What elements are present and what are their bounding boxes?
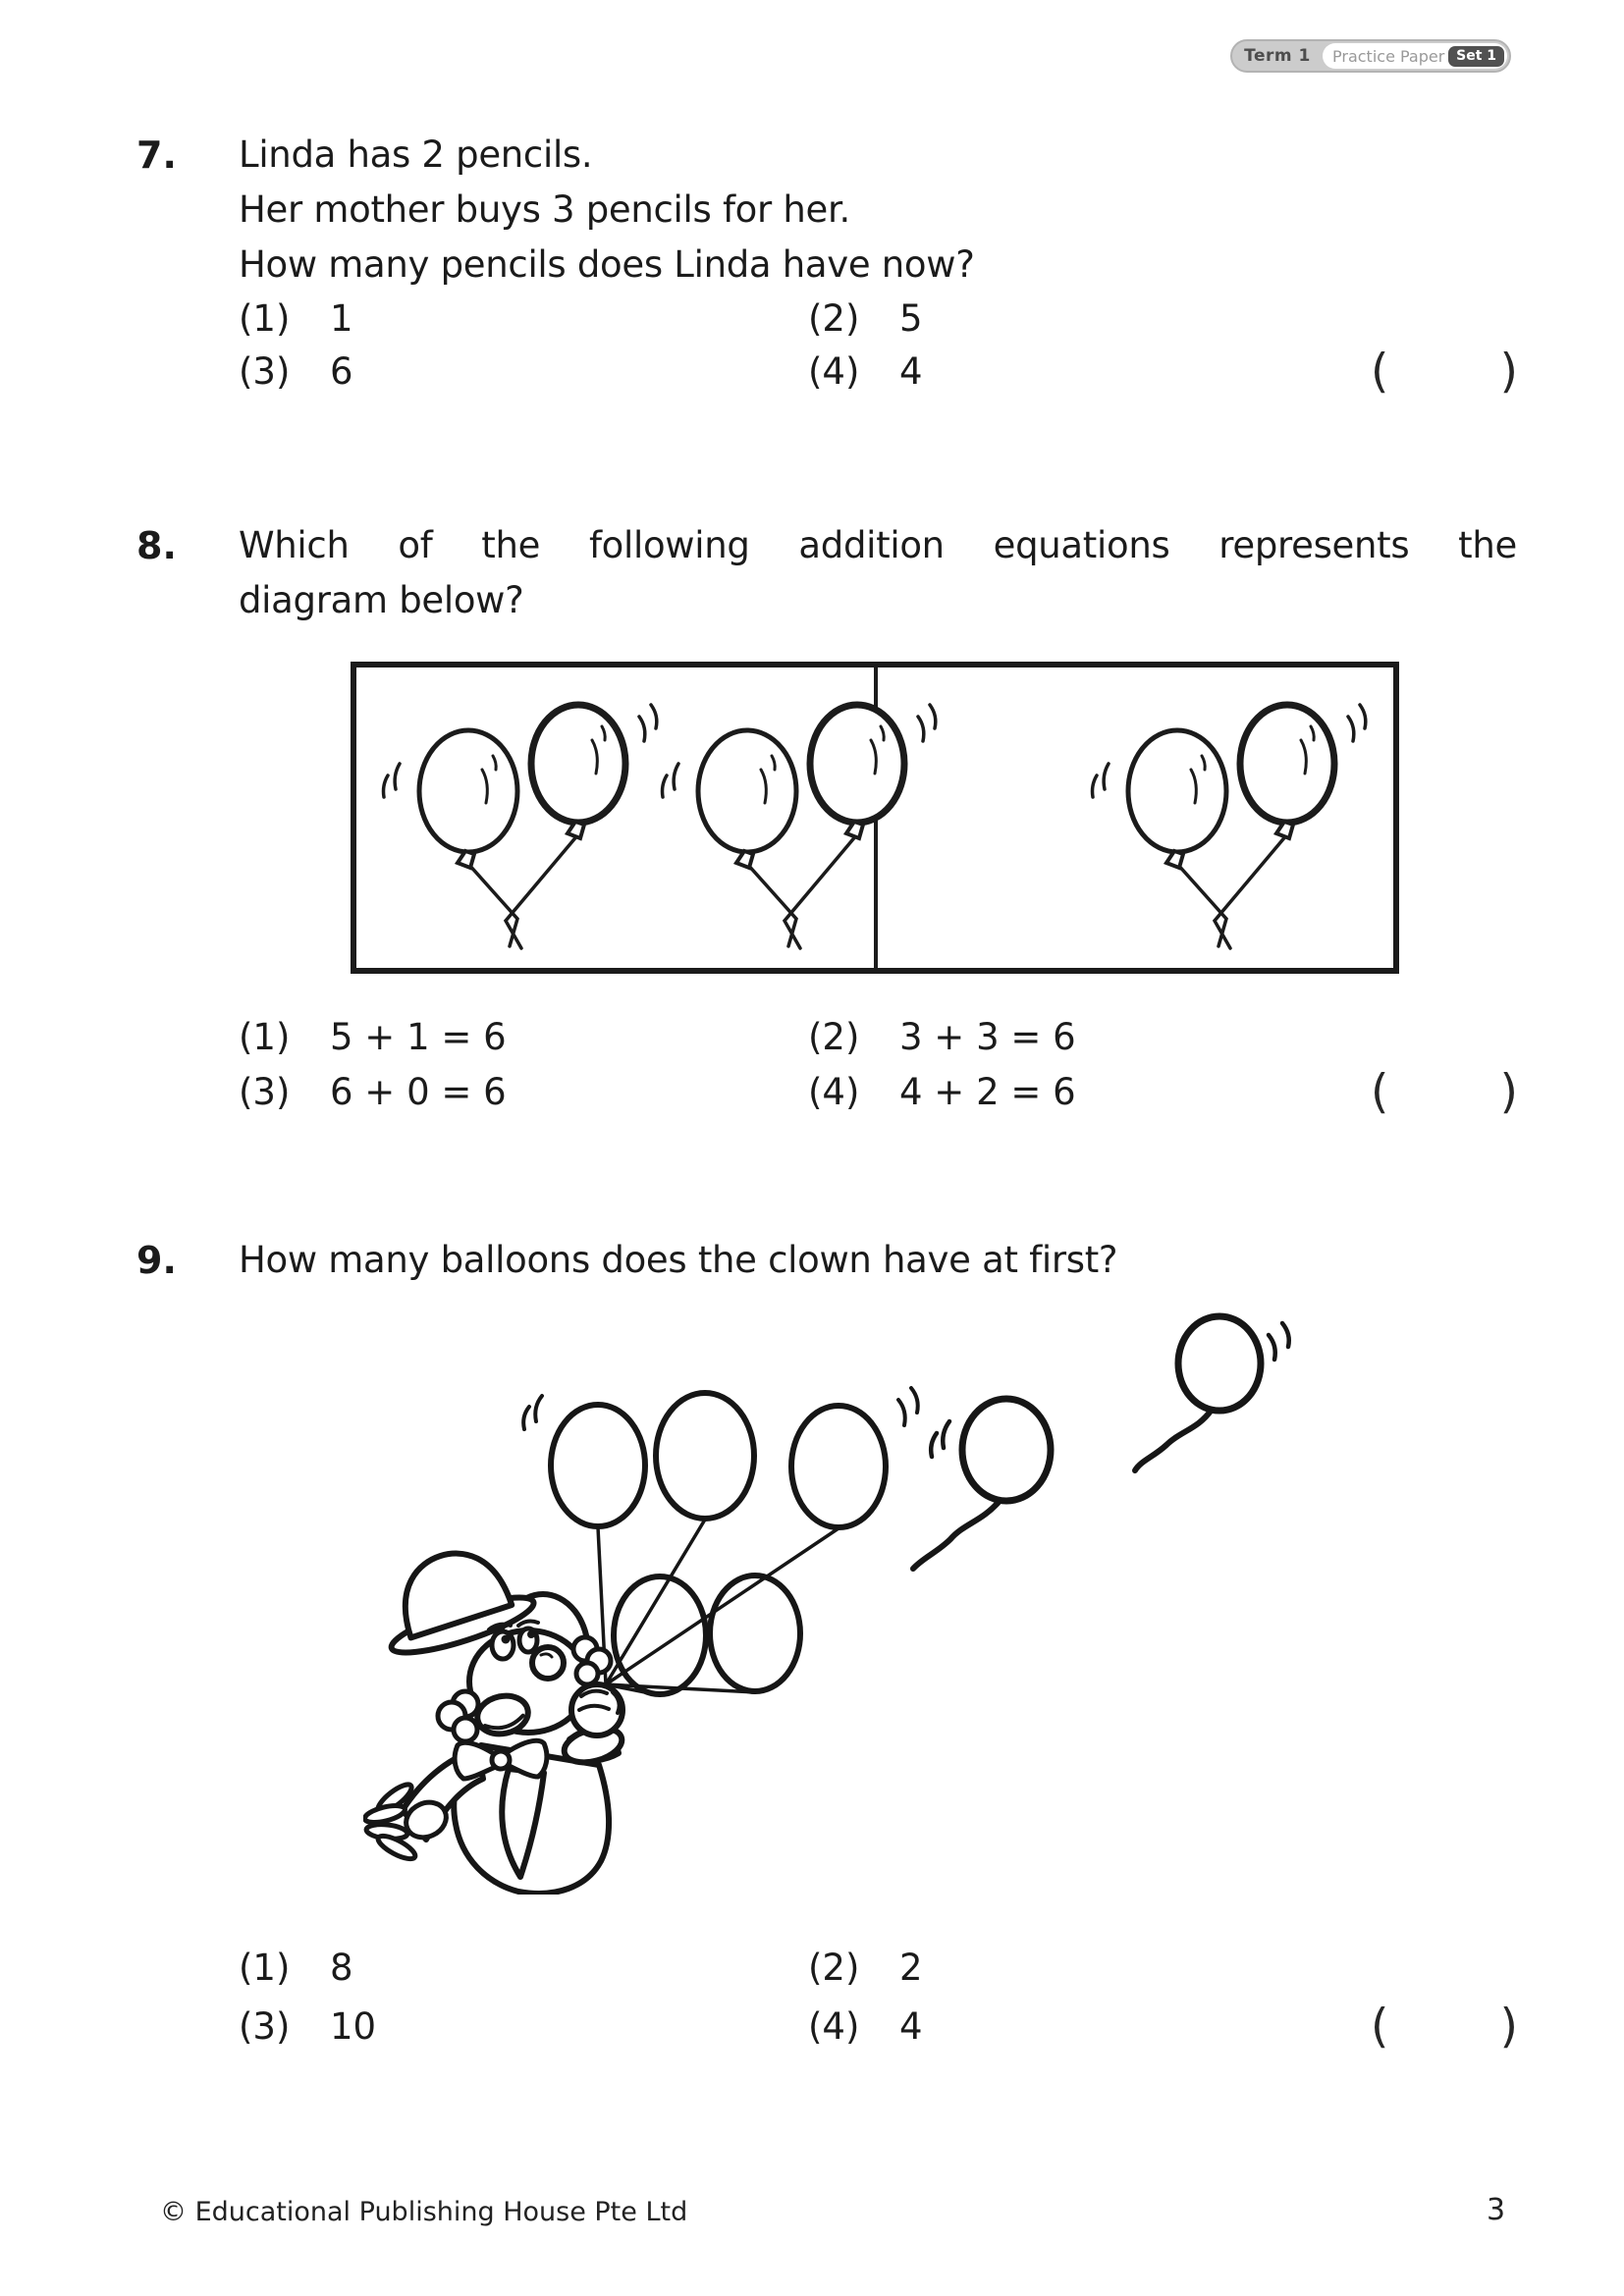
option-value: 2 [899, 1947, 923, 1989]
option-value: 4 [899, 2005, 923, 2048]
header-badge [1230, 39, 1511, 73]
question-7-number: 7. [136, 133, 177, 177]
option-value: 6 + 0 = 6 [330, 1071, 507, 1113]
page-number: 3 [1487, 2193, 1506, 2227]
question-8-options-row-1 [0, 1010, 1624, 1065]
bracket-close: ) [1499, 2000, 1518, 2054]
option-label: (2) [808, 1947, 860, 1989]
bracket-open: ( [1371, 1065, 1389, 1119]
option-value: 3 + 3 = 6 [899, 1016, 1076, 1058]
option-label: (1) [239, 297, 291, 340]
option-value: 8 [330, 1947, 353, 1989]
option-value: 6 [330, 350, 353, 393]
question-8-text [239, 518, 1517, 628]
question-9-text [239, 1233, 1517, 1288]
question-7-line-1: Linda has 2 pencils. [239, 133, 593, 176]
option-label: (2) [808, 1016, 860, 1058]
question-8-number: 8. [136, 524, 177, 567]
question-8-line-1: Which of the following addition equations represents the [239, 524, 1517, 566]
option-label: (1) [239, 1016, 291, 1058]
option-label: (3) [239, 350, 291, 393]
paper-label: Practice Paper [1332, 46, 1445, 66]
q8-balloon-diagram [351, 662, 1399, 974]
bracket-close: ) [1499, 1065, 1518, 1119]
term-label: Term 1 [1244, 46, 1311, 66]
bracket-close: ) [1499, 345, 1518, 399]
option-label: (3) [239, 1071, 291, 1113]
option-value: 1 [330, 297, 353, 340]
option-label: (3) [239, 2005, 291, 2048]
question-7-options-row-1 [0, 292, 1624, 347]
question-8-line-2: diagram below? [239, 579, 524, 621]
option-label: (4) [808, 1071, 860, 1113]
bracket-open: ( [1371, 345, 1389, 399]
clown-balloons-svg [363, 1306, 1296, 1895]
option-value: 4 + 2 = 6 [899, 1071, 1076, 1113]
option-label: (2) [808, 297, 860, 340]
question-7-line-3: How many pencils does Linda have now? [239, 243, 975, 286]
copyright-notice: © Educational Publishing House Pte Ltd [160, 2197, 688, 2227]
option-label: (1) [239, 1947, 291, 1989]
question-7-line-2: Her mother buys 3 pencils for her. [239, 188, 850, 231]
balloon-diagram-svg [351, 662, 1399, 974]
question-8-answer-bracket [1371, 1065, 1518, 1120]
option-value: 5 [899, 297, 923, 340]
option-label: (4) [808, 2005, 860, 2048]
question-9-line-1: How many balloons does the clown have at first? [239, 1239, 1118, 1281]
question-7-text [239, 128, 1517, 293]
q9-clown-scene [363, 1306, 1296, 1895]
question-9-number: 9. [136, 1239, 177, 1282]
question-9-options-row-1 [0, 1941, 1624, 1996]
badge-inner [1323, 43, 1507, 69]
option-value: 4 [899, 350, 923, 393]
option-label: (4) [808, 350, 860, 393]
option-value: 10 [330, 2005, 377, 2048]
set-badge: Set 1 [1448, 46, 1504, 67]
question-9-answer-bracket [1371, 2000, 1518, 2055]
question-7-answer-bracket [1371, 345, 1518, 400]
option-value: 5 + 1 = 6 [330, 1016, 507, 1058]
bracket-open: ( [1371, 2000, 1389, 2054]
